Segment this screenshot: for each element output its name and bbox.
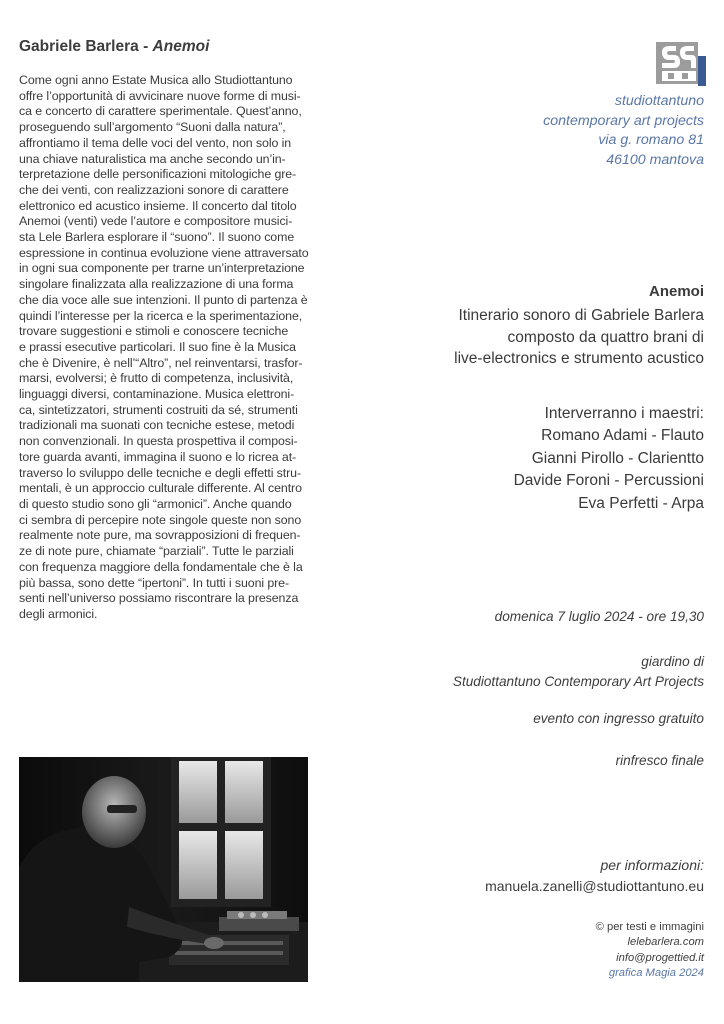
performers-heading: Interverranno i maestri: bbox=[544, 405, 704, 422]
performer-item: Romano Adami - Flauto bbox=[541, 427, 704, 445]
performers-list bbox=[514, 403, 704, 515]
credits-email-link[interactable]: info@progettied.it bbox=[616, 951, 704, 964]
organization-tagline: contemporary art projects bbox=[543, 112, 704, 129]
venue-line-2: Studiottantuno Contemporary Art Projects bbox=[452, 673, 704, 689]
venue-line-1: giardino di bbox=[641, 654, 704, 669]
event-title: Anemoi bbox=[648, 283, 704, 300]
article-heading bbox=[19, 38, 357, 56]
organization-street: via g. romano 81 bbox=[598, 132, 704, 148]
organization-city: 46100 mantova bbox=[606, 151, 704, 168]
credits-line-1: © per testi e immagini bbox=[595, 921, 704, 933]
work-title: Anemoi bbox=[152, 38, 210, 55]
organization-name: studiottantuno bbox=[614, 93, 704, 109]
article-column bbox=[19, 38, 357, 623]
credits bbox=[596, 920, 704, 982]
event-entry: evento con ingresso gratuito bbox=[533, 711, 704, 726]
heading-separator: - bbox=[138, 38, 153, 55]
performer-item: Eva Perfetti - Arpa bbox=[578, 494, 704, 512]
event-venue bbox=[453, 652, 704, 691]
article-body: Come ogni anno Estate Musica allo Studiottantuno offre l’opportunità di avvicinare nuove forme di musi- ca e concerto di carattere sperimentale. Quest’anno, proseguendo sull’argomento “Suoni dalla natura”, affrontiamo il tema delle voci del vento, non solo in una chiave naturalistica ma anche secondo un’in- terpretazione delle personificazioni mitologiche gre- che dei venti, con realizzazioni sonore di carattere elettronico ed acustico insieme. Il concerto dal titolo Anemoi (venti) vede l’autore e compositore musici- sta Lele Barlera esplorare il “suono”. Il suono come espressione in continua evoluzione viene attraversato in ogni sua componente per trarne un’interpretazione singolare finalizzata alla realizzazione di una forma che dia voce alle sue intenzioni. Il punto di partenza è quindi l’interesse per la ricerca e la sperimentazione, trovare suggestioni e stimoli e conoscere tecniche e prassi esecutive particolari. Il suo fine è la Musica che è Divenire, è nell’“Altro”, nel reinventarsi, trasfor- marsi, evolversi; è frutto di competenza, inclusività, linguaggi diversi, contaminazione. Musica elettroni- ca, sintetizzatori, strumenti costruiti da sé, strumenti tradizionali ma suonati con tecniche estese, metodi non convenzionali. In questa prospettiva il composi- tore guarda avanti, immagina il suono e lo ricrea at- traverso lo sviluppo delle tecniche e degli effetti stru- mentali, è un approccio culturale differente. Al centro di questo studio sono gli “armonici”. Anche quando ci sembra di percepire note singole queste non sono realmente note pure, ma sovrapposizioni di frequen- ze di note pure, chiamate “parziali”. Tutte le parziali con frequenza maggiore della fondamentale che è la più bassa, sono dette “ipertoni”. In tutti i suoni pre- senti nell’universo possiamo riscontrare la presenza degli armonici. bbox=[19, 73, 309, 621]
credits-website-link[interactable]: lelebarlera.com bbox=[627, 936, 704, 949]
performer-item: Davide Foroni - Percussioni bbox=[513, 472, 704, 490]
studio-logo bbox=[656, 42, 706, 88]
credits-graphics: grafica Magia 2024 bbox=[608, 967, 704, 980]
performer-item: Gianni Pirollo - Clarientto bbox=[531, 449, 704, 467]
event-description: Itinerario sonoro di Gabriele Barlera composto da quattro brani di live-electronics e strumento acustico bbox=[454, 307, 704, 367]
organization-address bbox=[543, 92, 704, 170]
author-name: Gabriele Barlera bbox=[19, 38, 139, 55]
event-refreshment: rinfresco finale bbox=[615, 753, 704, 768]
event-date: domenica 7 luglio 2024 - ore 19,30 bbox=[494, 609, 704, 624]
contact-email-link[interactable]: manuela.zanelli@studiottantuno.eu bbox=[485, 878, 704, 894]
contact-label: per informazioni: bbox=[600, 857, 704, 873]
performer-photo bbox=[19, 757, 308, 982]
